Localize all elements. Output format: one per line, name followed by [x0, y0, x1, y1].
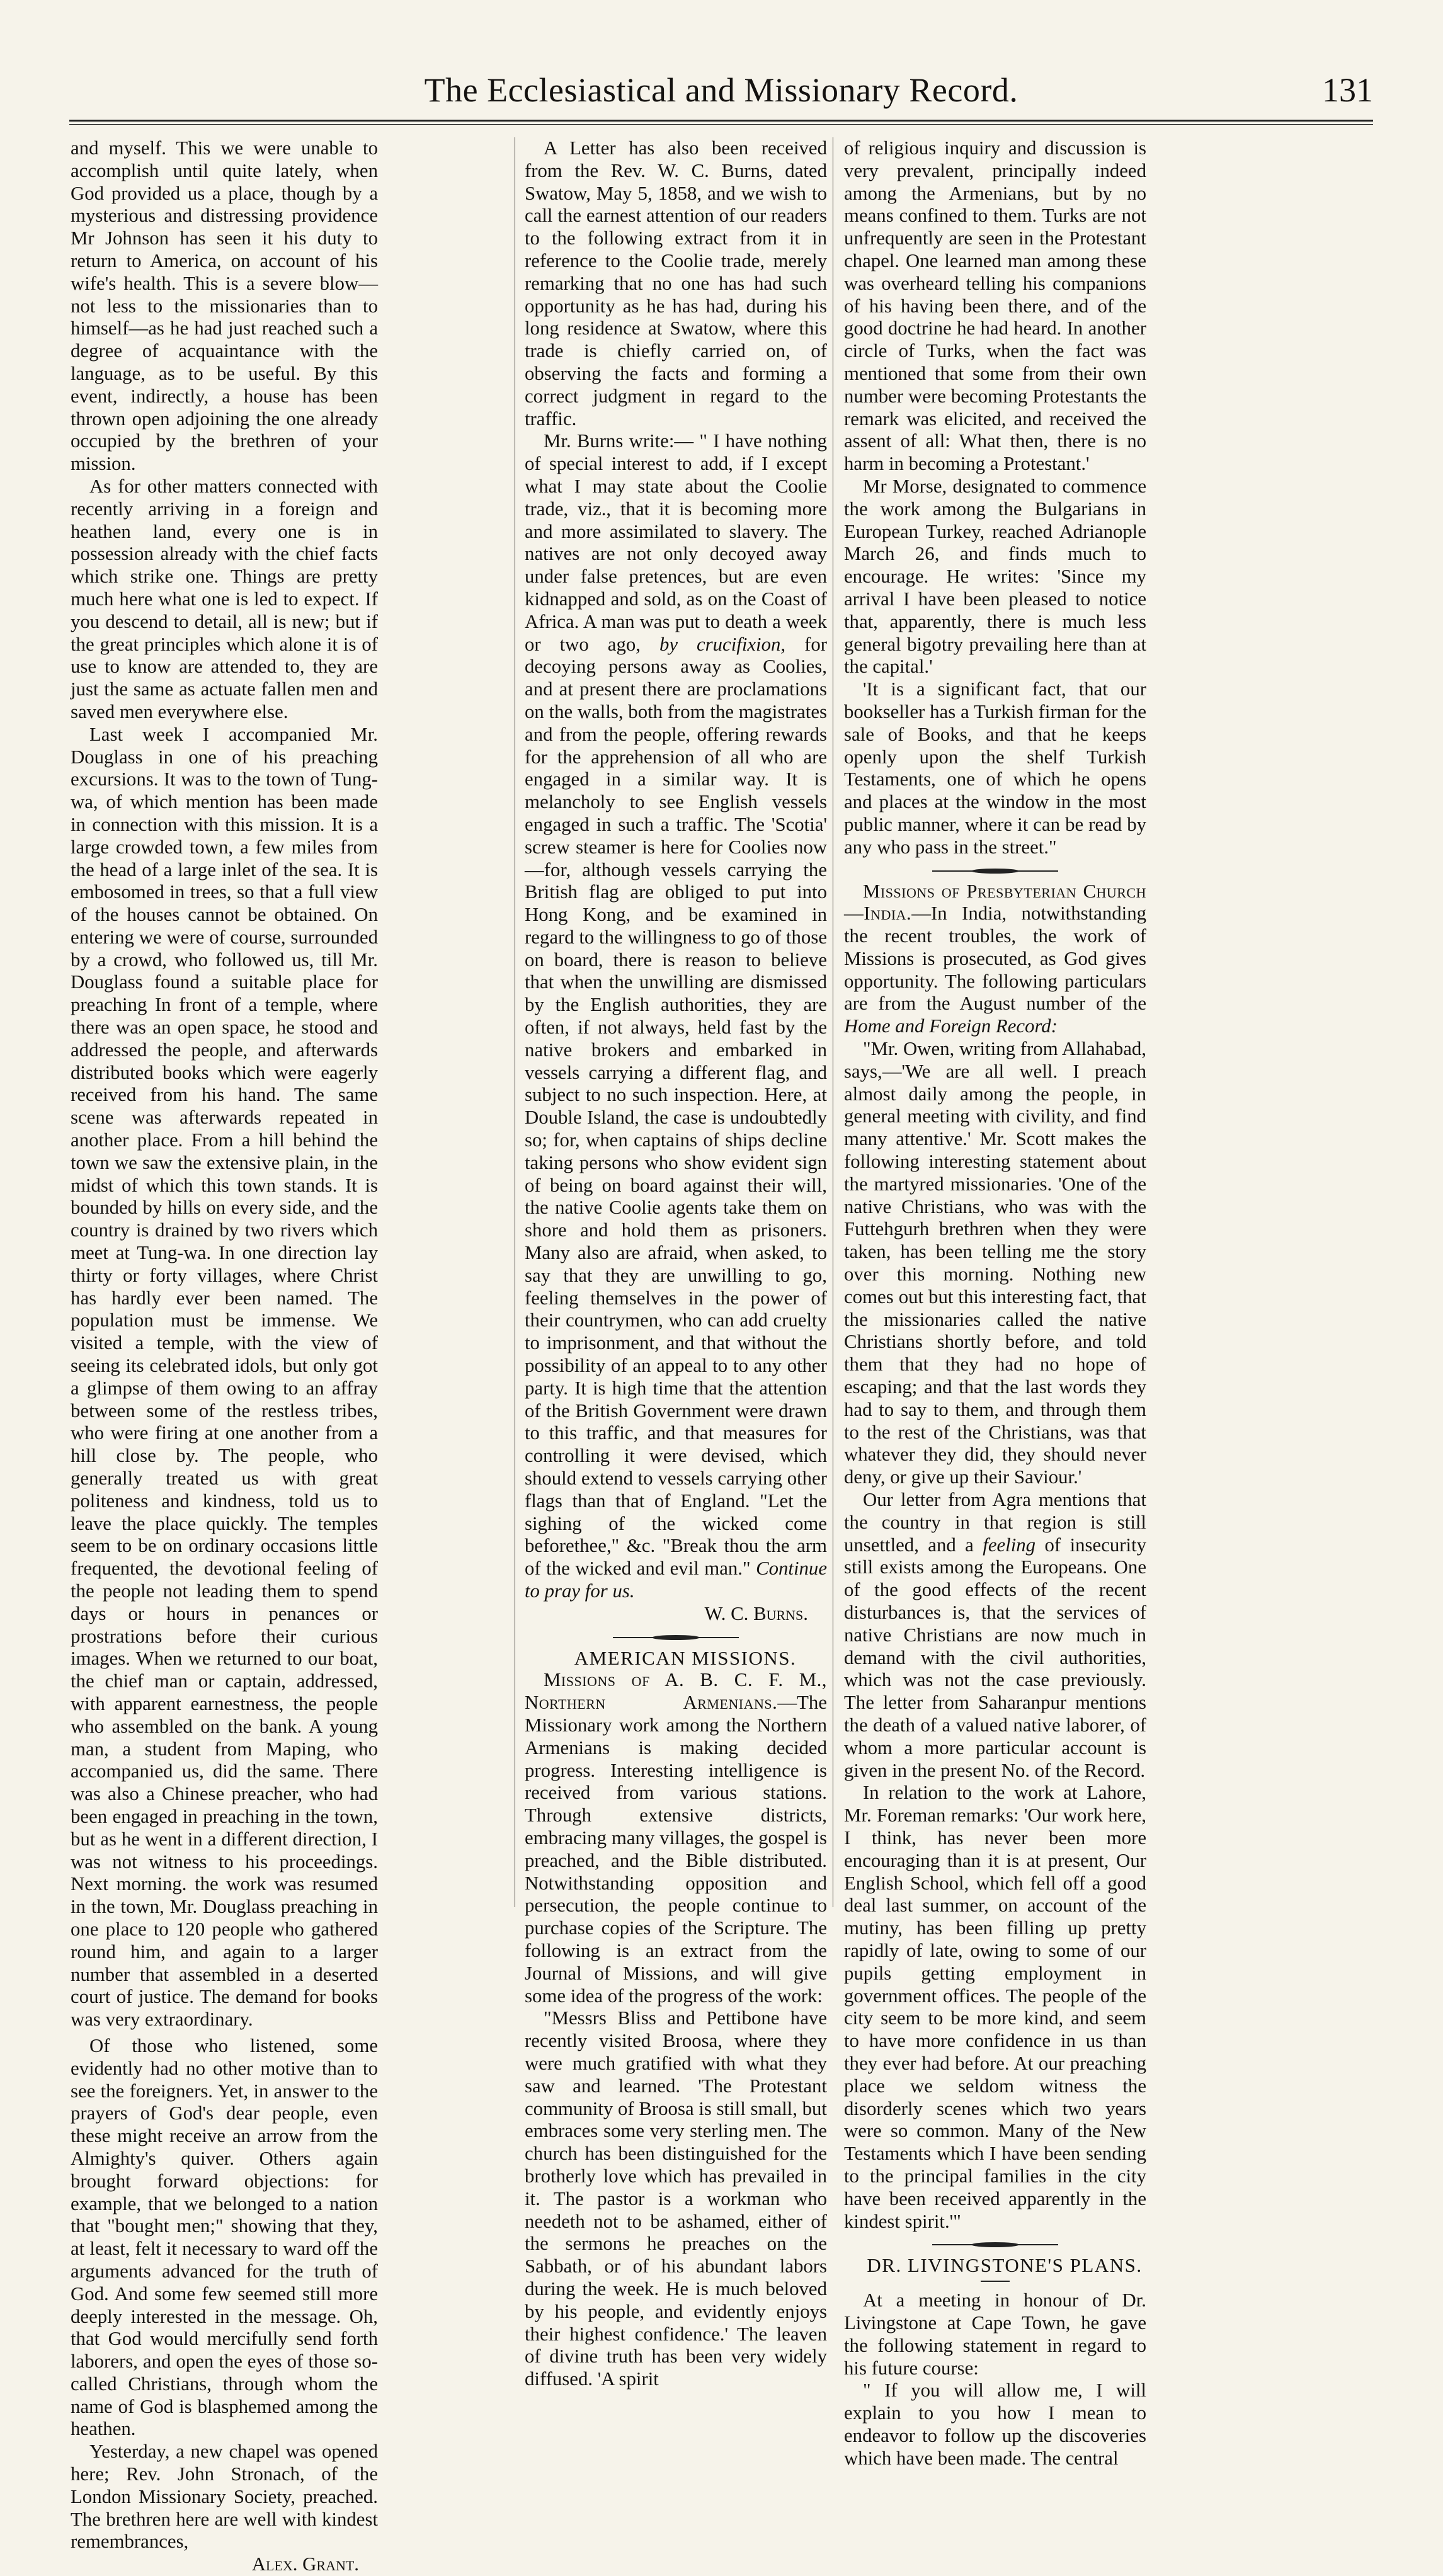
title-rule	[981, 2281, 1010, 2282]
col2-paragraph-1: A Letter has also been received from the Rev. W. C. Burns, dated Swatow, May 5, 1858, and we wish to call the earnest attention of our readers to the following extract from it in reference to the Coolie trade, merely remarking that no one has had such opportunity as he has had, during his long residence at Swatow, where this trade is chiefly carried on, of observing the facts and forming a correct judgment in regard to the traffic.	[525, 137, 827, 430]
col2-paragraph-3: Missions of A. B. C. F. M., Northern Armenians.—The Missionary work among the Northern Armenians is making decided progress. Interesting intelligence is received from various stations. Through extensive districts, embracing many villages, the gospel is preached, and the Bible distributed. Notwithstanding opposition and persecution, the people continue to purchase copies of the Scripture. The following is an extract from the Journal of Missions, and will give some idea of the progress of the work:	[525, 1669, 827, 2007]
col1-paragraph-1: and myself. This we were unable to accomplish until quite lately, when God provided us a place, though by a mysterious and distressing providence Mr Johnson has seen it his duty to return to America, on account of his wife's health. This is a severe blow—not less to the missionaries than to himself—as he had just reached such a degree of acquaintance with the language, as to be useful. By this event, indirectly, a house has been thrown open adjoining the one already occupied by the brethren of your mission.	[71, 137, 378, 475]
col3-paragraph-4: Missions of Presbyterian Church—India.—In India, notwithstanding the recent troubles, the work of Missions is prosecuted, as God gives opportunity. The following particulars are from the August number of the Home and Foreign Record:	[844, 880, 1146, 1037]
column-1	[71, 137, 378, 2575]
header-rule	[69, 120, 1373, 125]
col3-paragraph-5: "Mr. Owen, writing from Allahabad, says,—'We are all well. I preach almost daily among the people, in general meeting with civility, and find many attentive.' Mr. Scott makes the following interesting statement about the martyred missionaries. 'One of the native Christians, who was with the Futtehgurh brethren when they were taken, has been telling me the story over this morning. Nothing new comes out but this interesting fact, that the missionaries called the native Christians shortly before, and told them that they had no hope of escaping; and that the last words they had to say to them, and through them to the rest of the Christians, was that whatever they did, they should never deny, or give up their Saviour.'	[844, 1038, 1146, 1488]
col3-paragraph-9: " If you will allow me, I will explain to you how I mean to endeavor to follow up the discoveries which have been made. The central	[844, 2379, 1146, 2469]
col3-emphasis: Home and Foreign Record:	[844, 1015, 1058, 1037]
col2-paragraph-4: "Messrs Bliss and Pettibone have recently visited Broosa, where they were much gratified with what they saw and learned. 'The Protestant community of Broosa is still small, but embraces some very sterling men. The church has been distinguished for the brotherly love which has prevailed in it. The pastor is a workman who needeth not to be ashamed, either of the sermons he preaches on the Sabbath, or of his abundant labors during the week. He is much beloved by his people, and evidently enjoys their highest confidence.' The leaven of divine truth has been very widely diffused. 'A spirit	[525, 2007, 827, 2390]
col3-paragraph-7: In relation to the work at Lahore, Mr. Foreman remarks: 'Our work here, I think, has never been more encouraging than it is at present, Our English School, which fell off a good deal last summer, on account of the mutiny, has been filling up pretty rapidly of late, owing to some of our pupils getting employment in government offices. The people of the city seem to be more kind, and seem to have more confidence in us than they ever had before. At our preaching place we seldom witness the disorderly scenes which two years were so common. Many of the New Testaments which I have been sending to the principal families in the city have been received apparently in the kindest spirit.'"	[844, 1782, 1146, 2232]
col1-paragraph-4: Of those who listened, some evidently had no other motive than to see the foreigners. Yet, in answer to the prayers of God's dear people, even these might receive an arrow from the Almighty's quiver. Others again brought forward objections: for example, that we belonged to a nation that "bought men;" showing that they, at least, felt it necessary to ward off the arguments advanced for the truth of God. And some few seemed still more deeply interested in the message. Oh, that God would mercifully send forth laborers, and open the eyes of those so-called Christians, through whom the name of God is blasphemed among the heathen.	[71, 2034, 378, 2440]
col1-paragraph-3: Last week I accompanied Mr. Douglass in one of his preaching excursions. It was to the town of Tung-wa, of which mention has been made in connection with this mission. It is a large crowded town, a few miles from the head of a large inlet of the sea. It is embosomed in trees, so that a full view of the houses cannot be obtained. On entering we were of course, surrounded by a crowd, who followed us, till Mr. Douglass found a suitable place for preaching In front of a temple, where there was an open space, he stood and addressed the people, and afterwards distributed books which were eagerly received from his hand. The same scene was afterwards repeated in another place. From a hill behind the town we saw the extensive plain, in the midst of which this town stands. It is bounded by hills on every side, and the country is drained by two rivers which meet at Tung-wa. In one direction lay thirty or forty villages, where Christ has hardly ever been named. The population must be immense. We visited a temple, with the view of seeing its celebrated idols, but only got a glimpse of them owing to an affray between some of the restless tribes, who were firing at one another from a hill close by. The people, who generally treated us with great politeness and kindness, told us to leave the place quickly. The temples seem to be on ordinary occasions little frequented, the devotional feeling of the people not leading them to spend days or hours in penances or prostrations before their curious images. When we returned to our boat, the chief man or captain, addressed, with apparent earnestness, the people who assembled on the bank. A young man, a student from Maping, who accompanied us, did the same. There was also a Chinese preacher, who had been engaged in preaching in the town, but as he went in a different direction, I was not witness to his proceedings. Next morning. the work was resumed in the town, Mr. Douglass preaching in one place to 120 people who gathered round him, and again to a larger number that assembled in a deserted court of justice. The demand for books was very extraordinary.	[71, 723, 378, 2031]
col3-paragraph-2: Mr Morse, designated to commence the work among the Bulgarians in European Turkey, reached Adrianople March 26, and finds much to encourage. He writes: 'Since my arrival I have been pleased to notice that, apparently, there is much less general bigotry prevailing here than at the capital.'	[844, 475, 1146, 678]
col3-paragraph-3: 'It is a significant fact, that our bookseller has a Turkish firman for the sale of Books, and that he keeps openly upon the shelf Turkish Testaments, one of which he opens and places at the window in the most public manner, where it can be read by any who pass in the street."	[844, 678, 1146, 858]
col2-signature: W. C. Burns.	[704, 1602, 808, 1624]
column-3	[844, 137, 1147, 2469]
page-header	[69, 71, 1373, 121]
col2-emphasis: by crucifixion,	[659, 633, 786, 655]
col3-paragraph-6: Our letter from Agra mentions that the country in that region is still unsettled, and a feeling of insecurity still exists among the Europeans. One of the good effects of the recent disturbances is, that the services of native Christians are now much in demand with the civil authorities, which was not the case previously. The letter from Saharanpur mentions the death of a valued native laborer, of whom a more particular account is given in the present No. of the Record.	[844, 1489, 1147, 1781]
col2-emphasis-closing: Continue to pray for us.	[525, 1558, 827, 1602]
col3-paragraph-1: of religious inquiry and discussion is very prevalent, principally indeed among the Armenians, but by no means confined to them. Turks are not unfrequently are seen in the Protestant chapel. One learned man among these was overheard telling his companions of his having been there, and of the good doctrine he had heard. In another circle of Turks, when the fact was mentioned that some from their own number were becoming Protestants the remark was elicited, and received the assent of all: What then, there is no harm in becoming a Protestant.'	[844, 137, 1146, 475]
col1-signature: Alex. Grant.	[251, 2553, 359, 2575]
col3-paragraph-8: At a meeting in honour of Dr. Livingstone at Cape Town, he gave the following statement in regard to his future course:	[844, 2289, 1146, 2379]
section-title-livingstone: DR. LIVINGSTONE'S PLANS.	[867, 2254, 1143, 2277]
col3-subhead: Missions of Presbyterian Church—India.	[844, 880, 1146, 925]
section-ornament	[932, 868, 1058, 874]
col3-emphasis-feeling: feeling	[983, 1534, 1036, 1556]
column-2	[525, 137, 828, 2390]
col2-paragraph-2: Mr. Burns write:— " I have nothing of special interest to add, if I except what I may state about the Coolie trade, viz., that it is becoming more and more assimilated to slavery. The natives are not only decoyed away under false pretences, but are even kidnapped and sold, as on the Coast of Africa. A man was put to death a week or two ago, by crucifixion, for decoying persons away as Coolies, and at present there are proclamations on the walls, both from the magistrates and from the people, offering rewards for the apprehension of all who are engaged in a similar way. It is melancholy to see English vessels engaged in such a traffic. The 'Scotia' screw steamer is here for Coolies now—for, although vessels carrying the British flag are obliged to put into Hong Kong, and be examined in regard to the willingness to go of those on board, there is reason to believe that when the unwilling are dismissed by the English authorities, they are often, if not always, held fast by the native brokers and embarked in vessels carrying a different flag, and subject to no such inspection. Here, at Double Island, the case is undoubtedly so; for, when captains of ships decline taking persons who show evident sign of being on board against their will, the native Coolie agents take them on shore and hold them as prisoners. Many also are afraid, when asked, to say that they are unwilling to go, feeling themselves in the power of their countrymen, who can add cruelty to imprisonment, and that without the possibility of an appeal to to any other party. It is high time that the attention of the British Government were drawn to this traffic, and that measures for controlling it were devised, which should extend to vessels carrying other flags than that of England. "Let the sighing of the wicked come beforethee," &c. "Break thou the arm of the wicked and evil man." Continue to pray for us.	[525, 430, 828, 1602]
running-title: The Ecclesiastical and Missionary Record.	[424, 71, 1018, 109]
section-ornament	[932, 2242, 1058, 2248]
col1-paragraph-5: Yesterday, a new chapel was opened here; Rev. John Stronach, of the London Missionary Society, preached. The brethren here are well with kindest remembrances,	[71, 2441, 378, 2553]
section-ornament	[613, 1634, 739, 1641]
col2-lead: Mr. Burns write:—	[544, 430, 694, 452]
section-title-american-missions: AMERICAN MISSIONS.	[574, 1646, 797, 1669]
page-number: 131	[1322, 71, 1373, 109]
col2-subhead: Missions of A. B. C. F. M., Northern Armenians.	[525, 1669, 827, 1714]
col1-paragraph-2: As for other matters connected with recently arriving in a foreign and heathen land, every one is in possession already with the chief facts which strike one. Things are pretty much here what one is led to expect. If you descend to detail, all is new; but if the great principles which alone it is of use to know are attended to, they are just the same as actuate fallen men and saved men everywhere else.	[71, 475, 378, 722]
